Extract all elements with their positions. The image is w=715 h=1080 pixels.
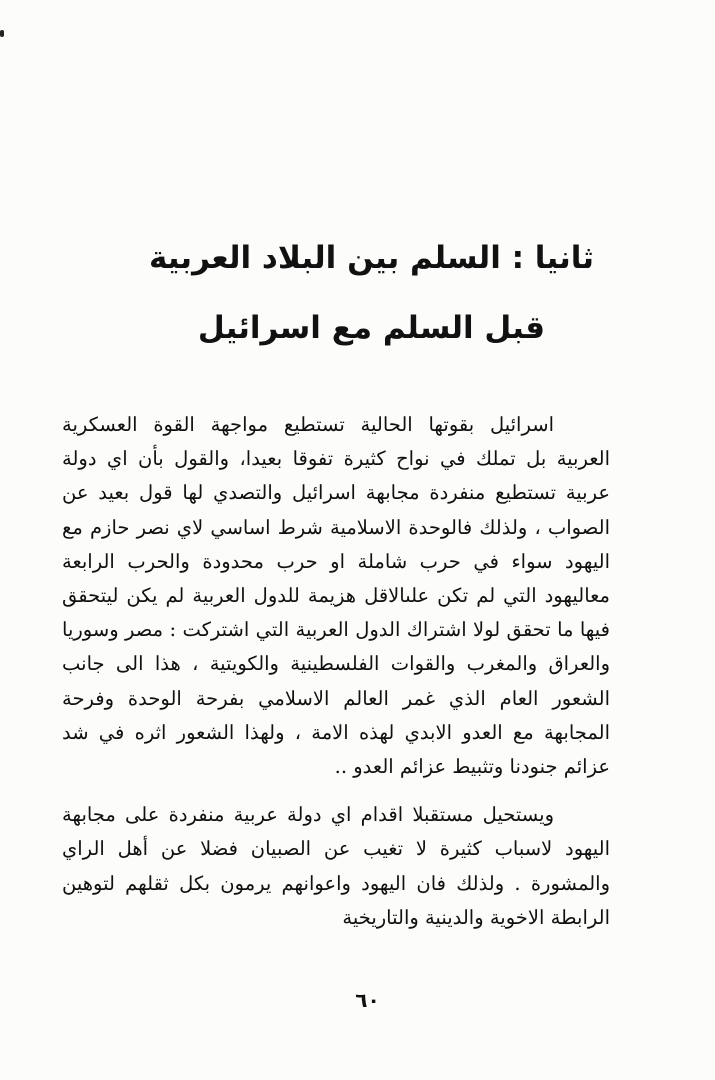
chapter-heading-line-2: قبل السلم مع اسرائيل (197, 310, 546, 346)
chapter-heading-line-1: ثانيا : السلم بين البلاد العربية (148, 240, 595, 276)
scan-edge-mark (0, 30, 4, 37)
body-text (62, 408, 610, 935)
page-number: ٦٠ (355, 988, 380, 1012)
paragraph-2: ويستحيل مستقبلا اقدام اي دولة عربية منفردة على مجابهة اليهود لاسباب كثيرة لا تغيب عن الصبيان فضلا عن أهل الراي والمشورة . ولذلك فان اليهود واعوانهم يرمون بكل ثقلهم لتوهين الرابطة الاخوية والدينية والتاريخية (62, 803, 610, 929)
paragraph-1: اسرائيل بقوتها الحالية تستطيع مواجهة القوة العسكرية العربية بل تملك في نواح كثيرة تفوقا بعيدا، والقول بأن اي دولة عربية تستطيع منفردة مجابهة اسرائيل والتصدي لها قول بعيد عن الصواب ، ولذلك فالوحدة الاسلامية شرط اساسي لاي نصر حازم مع اليهود سواء في حرب شاملة او حرب محدودة والحرب الرابعة معاليهود التي لم تكن علىالاقل هزيمة للدول العربية لم يكن ليتحقق فيها ما تحقق لولا اشتراك الدول العربية التي اشتركت : مصر وسوريا والعراق والمغرب والقوات الفلسطينية والكويتية ، هذا الى جانب الشعور العام الذي غمر العالم الاسلامي بفرحة الوحدة وفرحة المجابهة مع العدو الابدي لهذه الامة ، ولهذا الشعور اثره في شد عزائم جنودنا وتثبيط عزائم العدو .. (62, 413, 610, 779)
